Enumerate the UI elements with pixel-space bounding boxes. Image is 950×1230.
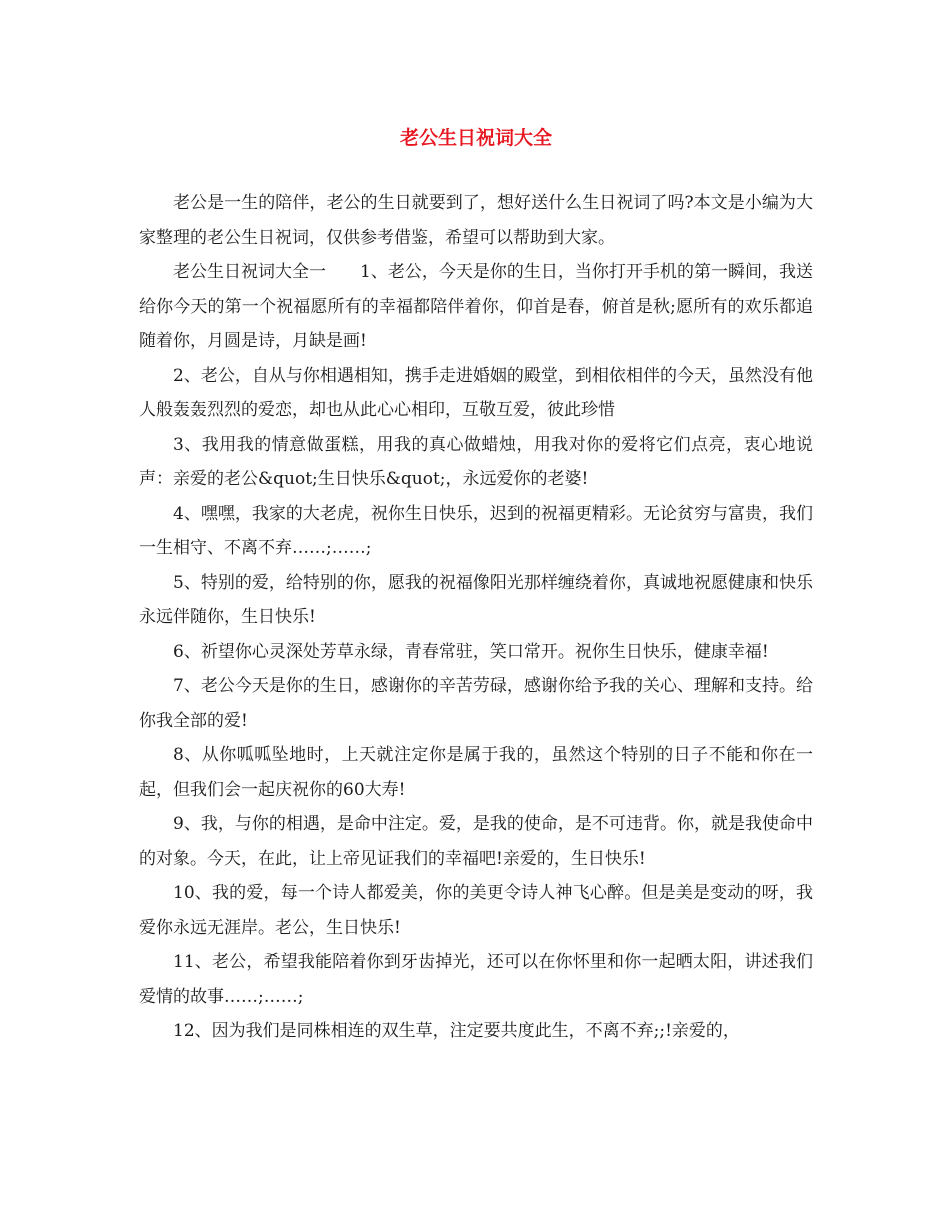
paragraph-wish-3: 3、我用我的情意做蛋糕，用我的真心做蜡烛，用我对你的爱将它们点亮，衷心地说声：亲爱的老公&quot;生日快乐&quot;，永远爱你的老婆! — [139, 434, 813, 489]
paragraph-intro: 老公是一生的陪伴，老公的生日就要到了，想好送什么生日祝词了吗?本文是小编为大家整理的老公生日祝词，仅供参考借鉴，希望可以帮助到大家。 — [139, 193, 813, 248]
paragraph-wish-1: 老公生日祝词大全一 1、老公，今天是你的生日，当你打开手机的第一瞬间，我送给你今天的第一个祝福愿所有的幸福都陪伴着你，仰首是春，俯首是秋;愿所有的欢乐都追随着你，月圆是诗，月缺是画! — [139, 262, 813, 351]
paragraph-wish-9: 9、我，与你的相遇，是命中注定。爱，是我的使命，是不可违背。你，就是我使命中的对象。今天，在此，让上帝见证我们的幸福吧!亲爱的，生日快乐! — [139, 814, 813, 869]
paragraph-wish-5: 5、特别的爱，给特别的你，愿我的祝福像阳光那样缠绕着你，真诚地祝愿健康和快乐永远伴随你，生日快乐! — [139, 572, 813, 627]
paragraph-wish-6: 6、祈望你心灵深处芳草永绿，青春常驻，笑口常开。祝你生日快乐，健康幸福! — [173, 641, 769, 662]
document-body — [139, 186, 813, 1049]
paragraph-wish-10: 10、我的爱，每一个诗人都爱美，你的美更令诗人神飞心醉。但是美是变动的呀，我爱你永远无涯岸。老公，生日快乐! — [139, 883, 813, 938]
paragraph-wish-8: 8、从你呱呱坠地时，上天就注定你是属于我的，虽然这个特别的日子不能和你在一起，但我们会一起庆祝你的60大寿! — [139, 745, 813, 800]
paragraph-wish-2: 2、老公，自从与你相遇相知，携手走进婚姻的殿堂，到相依相伴的今天，虽然没有他人般轰轰烈烈的爱恋，却也从此心心相印，互敬互爱，彼此珍惜 — [139, 365, 813, 420]
paragraph-wish-11: 11、老公，希望我能陪着你到牙齿掉光，还可以在你怀里和你一起晒太阳，讲述我们爱情的故事……;……; — [139, 952, 813, 1007]
paragraph-wish-7: 7、老公今天是你的生日，感谢你的辛苦劳碌，感谢你给予我的关心、理解和支持。给你我全部的爱! — [139, 676, 813, 731]
paragraph-wish-4: 4、嘿嘿，我家的大老虎，祝你生日快乐，迟到的祝福更精彩。无论贫穷与富贵，我们一生相守、不离不弃……;……; — [139, 503, 813, 558]
document-title: 老公生日祝词大全 — [399, 127, 552, 149]
paragraph-wish-12: 12、因为我们是同株相连的双生草，注定要共度此生，不离不弃;;!亲爱的， — [173, 1021, 740, 1041]
